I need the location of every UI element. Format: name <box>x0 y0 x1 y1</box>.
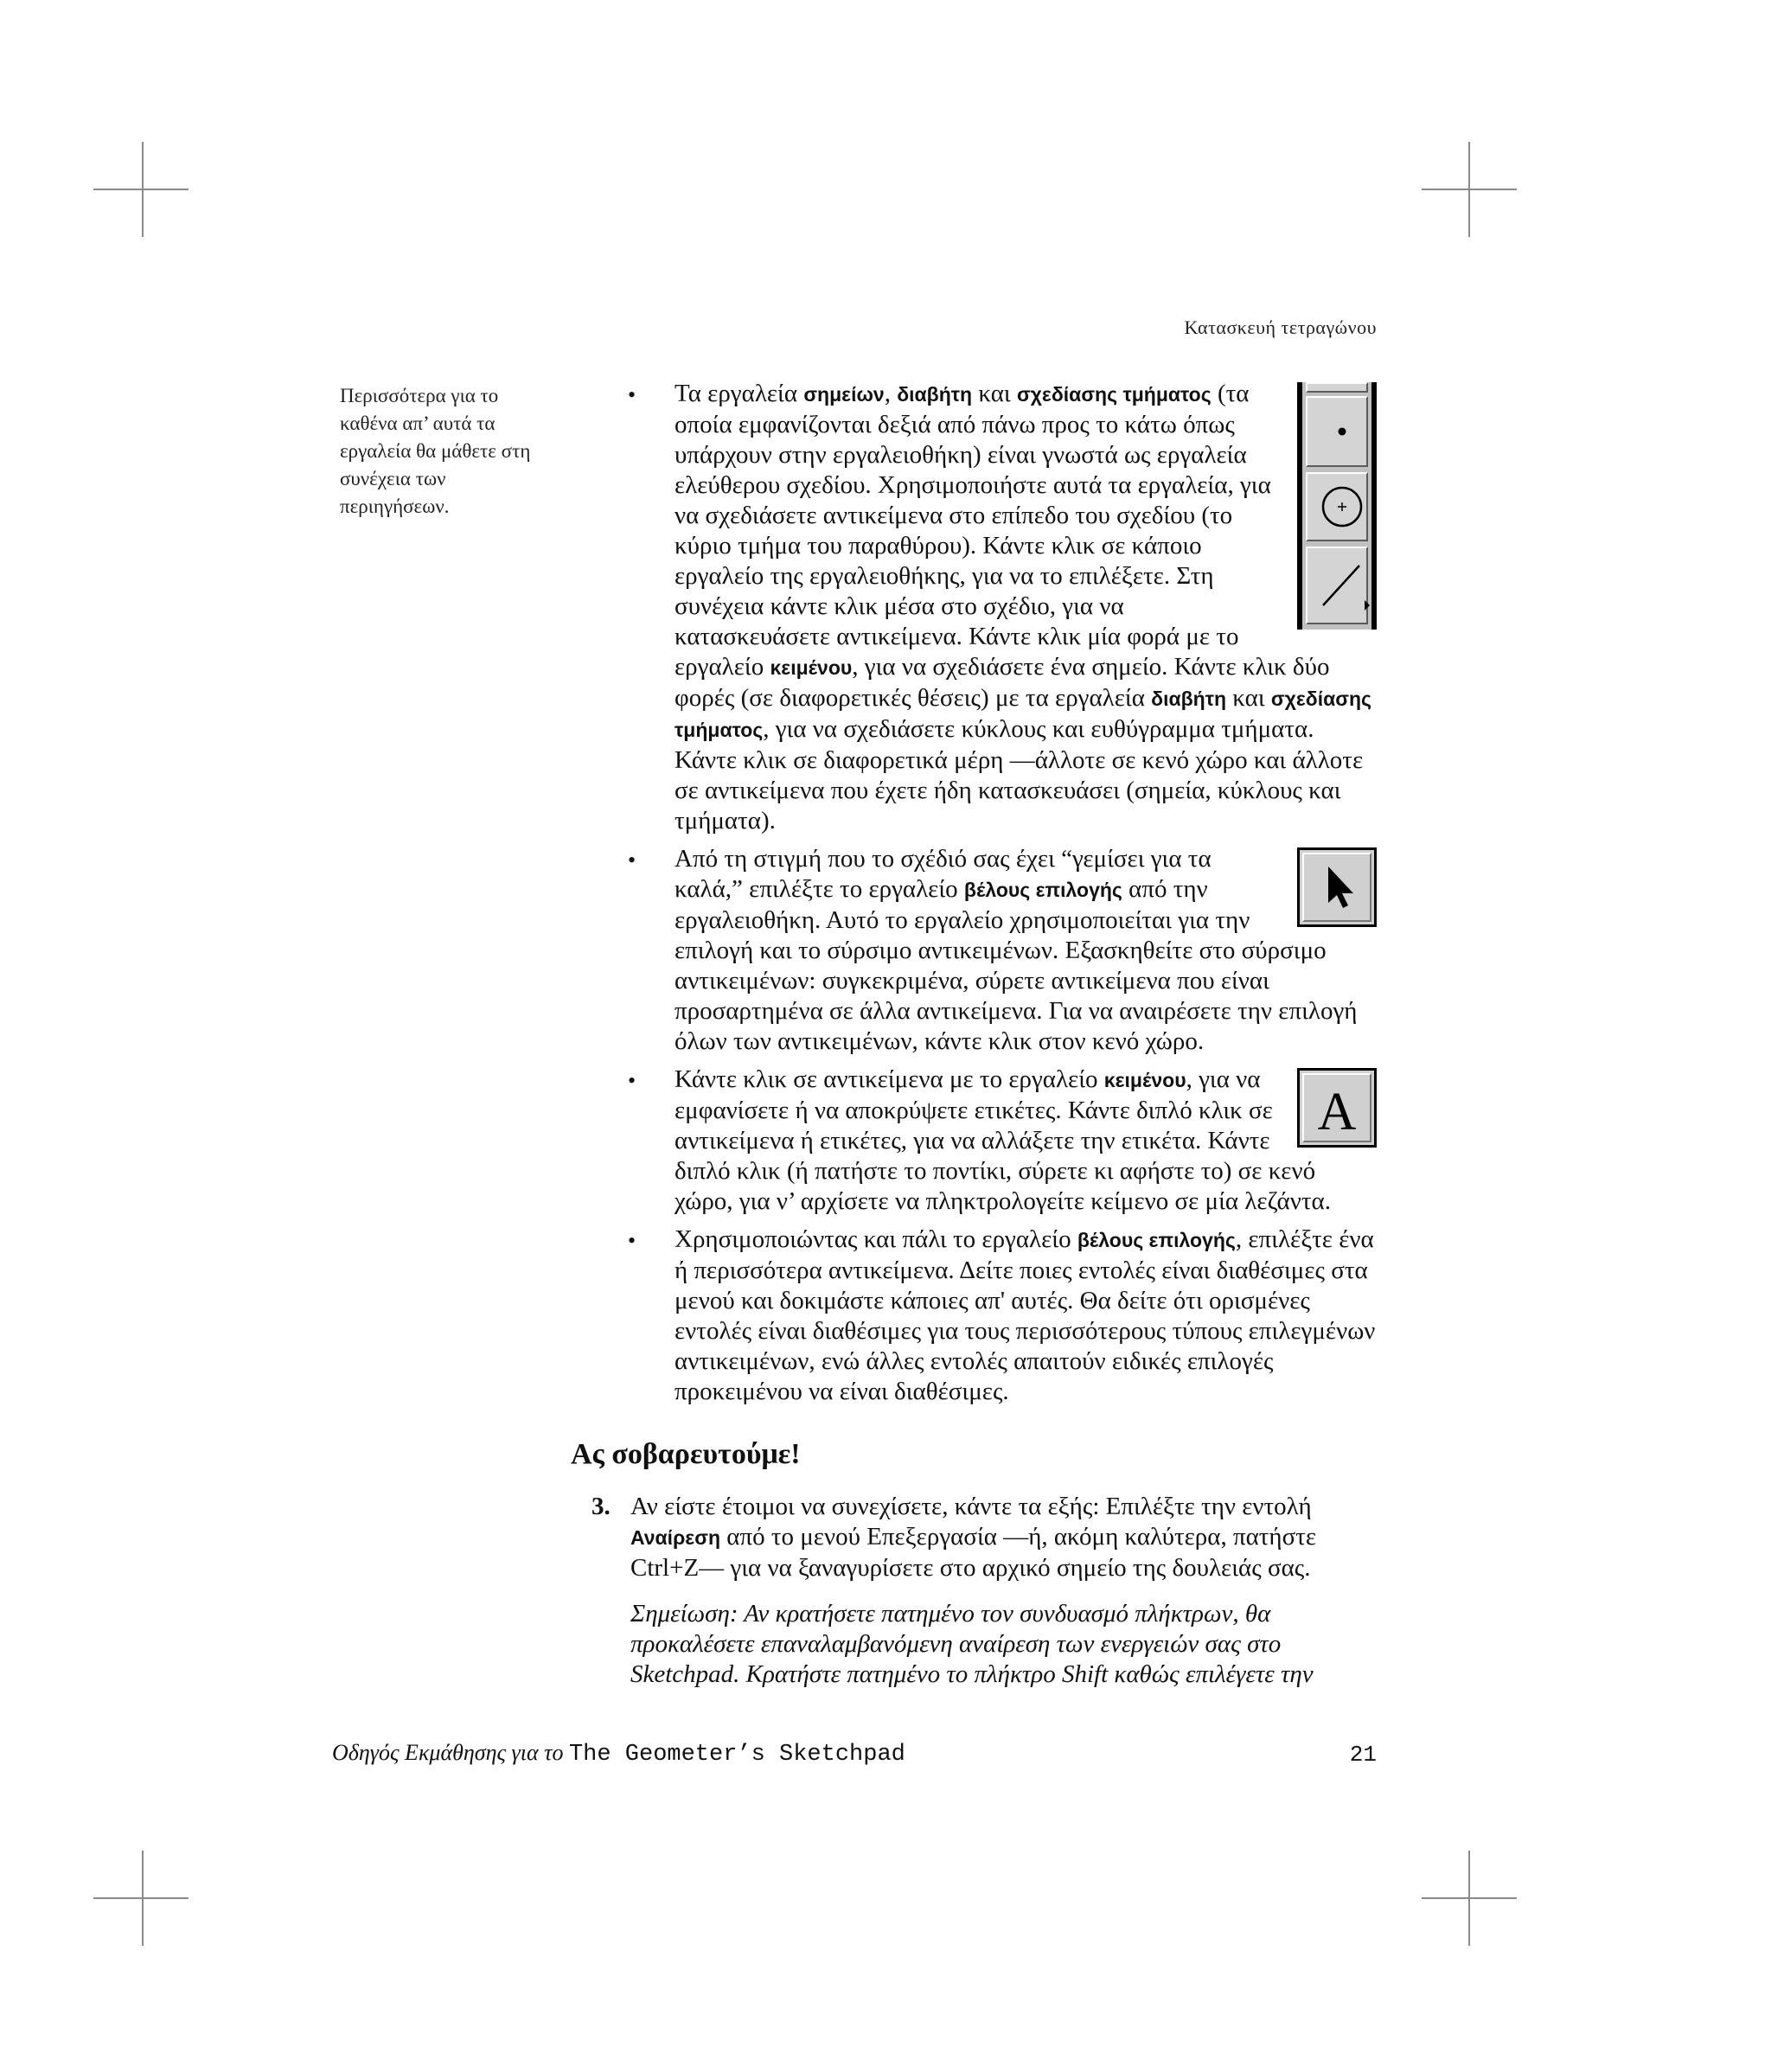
crop-mark <box>93 189 189 190</box>
numbered-step <box>571 1492 1377 1583</box>
bullet-text: , <box>884 380 898 407</box>
compass-circle-icon <box>1307 474 1377 540</box>
tool-name: διαβήτη <box>897 383 973 406</box>
bullet-item <box>571 379 1377 836</box>
bullet-dot: • <box>628 382 636 407</box>
bullet-dot: • <box>628 1068 636 1093</box>
tool-name: διαβήτη <box>1151 687 1227 710</box>
crop-mark <box>142 142 144 237</box>
crop-mark <box>142 1851 144 1946</box>
tool-name: βέλους επιλογής <box>1077 1229 1236 1251</box>
toolbox-freehand-tools-image <box>1297 382 1377 630</box>
bullet-dot: • <box>628 1228 636 1253</box>
bullet-item <box>571 1065 1377 1217</box>
bullet-text: Από τη στιγμή που το σχέδιό σας έχει “γεμίσει για τα καλά,” επιλέξτε το εργαλείο <box>675 845 1212 903</box>
step-text: από το μενού Επεξεργασία —ή, ακόμη καλύτερα, πατήστε Ctrl+Z— για να ξαναγυρίσετε στο αρχικό σημείο της δουλειάς σας. <box>630 1523 1317 1582</box>
point-icon <box>1307 398 1377 465</box>
segment-tool-button <box>1306 547 1368 624</box>
bullet-text: Χρησιμοποιώντας και πάλι το εργαλείο <box>675 1225 1077 1253</box>
bullet-item <box>571 844 1377 1057</box>
tool-button-bevel <box>1302 853 1371 922</box>
tool-button-bevel <box>1302 1073 1371 1142</box>
tool-name: κειμένου <box>1103 1069 1186 1091</box>
toolbox-edge <box>1306 382 1368 393</box>
bullet-text: , για να σχεδιάσετε ένα σημείο. Κάντε κλικ δύο φορές (σε διαφορετικές θέσεις) με τα εργαλεία <box>675 653 1330 712</box>
point-tool-button <box>1306 396 1368 467</box>
text-tool-letter-icon: A <box>1317 1083 1357 1142</box>
step-number: 3. <box>591 1493 611 1520</box>
running-header: Κατασκευή τετραγώνου <box>1184 317 1377 338</box>
tool-name: σχεδίασης τμήματος <box>1016 383 1212 406</box>
bullet-text: και <box>1226 684 1271 712</box>
crop-mark <box>93 1897 189 1899</box>
compass-tool-button <box>1306 472 1368 541</box>
page-number: 21 <box>1349 1742 1377 1768</box>
bullet-text: Τα εργαλεία <box>675 380 804 407</box>
segment-line-icon <box>1307 548 1377 623</box>
tool-name: κειμένου <box>770 656 853 679</box>
bullet-text: Κάντε κλικ σε αντικείμενα με το εργαλείο <box>675 1065 1104 1093</box>
note-paragraph: Σημείωση: Αν κρατήσετε πατημένο τον συνδυασμό πλήκτρων, θα προκαλέσετε επαναλαμβανόμενη αναίρεση των ενεργειών σας στο Sketchpad. Κρατήστε πατημένο το πλήκτρο Shift καθώς επιλέγετε την <box>630 1600 1314 1688</box>
selection-arrow-icon <box>1304 854 1375 925</box>
selection-arrow-tool-image <box>1297 847 1377 927</box>
command-name: Αναίρεση <box>630 1526 721 1549</box>
tool-name: σημείων <box>803 383 885 406</box>
step-text: Αν είστε έτοιμοι να συνεχίσετε, κάντε τα εξής: Επιλέξτε την εντολή <box>630 1493 1312 1520</box>
crop-mark <box>1468 1851 1470 1946</box>
text-tool-image <box>1297 1068 1377 1148</box>
bullet-text: , επιλέξτε ένα ή περισσότερα αντικείμενα. Δείτε ποιες εντολές είναι διαθέσιμες στα μενού και δοκιμάστε κάποιες απ' αυτές. Θα δείτε ότι ορισμένες εντολές είναι διαθέσιμες για τους περισσότερους τύπους επιλεγμένων αντικειμένων, ενώ άλλες εντολές απαιτούν ειδικές επιλογές προκειμένου να είναι διαθέσιμες. <box>675 1225 1376 1405</box>
margin-note: Περισσότερα για το καθένα απ’ αυτά τα εργαλεία θα μάθετε στη συνέχεια των περιηγήσεων. <box>340 385 531 517</box>
main-content <box>571 379 1377 1690</box>
bullet-text: , για να εμφανίσετε ή να αποκρύψετε ετικέτες. Κάντε διπλό κλικ σε αντικείμενα ή ετικέτες, για να αλλάξετε την ετικέτα. Κάντε διπλό κλικ (ή πατήστε το ποντίκι, σύρετε κι αφήστε το) σε κενό χώρο, για ν’ αρχίσετε να πληκτρολογείτε κείμενο σε μία λεζάντα. <box>675 1065 1331 1215</box>
footer-product-name: The Geometer’s Sketchpad <box>568 1742 905 1768</box>
crop-mark <box>1468 142 1470 237</box>
bullet-text: από την εργαλειοθήκη. Αυτό το εργαλείο χρησιμοποιείται για την επιλογή και το σύρσιμο αντικειμένων. Εξασκηθείτε στο σύρσιμο αντικειμένων: συγκεκριμένα, σύρετε αντικείμενα που είναι προσαρτημένα σε άλλα αντικείμενα. Για να αναιρέσετε την επιλογή όλων των αντικειμένων, κάντε κλικ στον κενό χώρο. <box>675 875 1358 1055</box>
bullet-list <box>571 379 1377 1407</box>
section-heading: Ας σοβαρευτούμε! <box>571 1438 801 1470</box>
footer-title <box>332 1740 905 1768</box>
tool-name: βέλους επιλογής <box>963 879 1122 901</box>
footer-guide-prefix: Οδηγός Εκμάθησης για το <box>332 1740 569 1765</box>
bullet-dot: • <box>628 847 636 873</box>
bullet-item <box>571 1225 1377 1407</box>
tool-name: σχεδίασης τμήματος <box>675 687 1372 741</box>
bullet-text: (τα οποία εμφανίζονται δεξιά από πάνω προς το κάτω όπως υπάρχουν στην εργαλειοθήκη) είναι γνωστά ως εργαλεία ελεύθερου σχεδίου. Χρησιμοποιήστε αυτά τα εργαλεία, για να σχεδιάσετε αντικείμενα στο επίπεδο του σχεδίου (το κύριο τμήμα του παραθύρου). Κάντε κλικ σε κάποιο εργαλείο της εργαλειοθήκης, για να το επιλέξετε. Στη συνέχεια κάντε κλικ μέσα στο σχέδιο, για να κατασκευάσετε αντικείμενα. Κάντε κλικ μία φορά με το εργαλείο <box>675 380 1271 681</box>
bullet-text: και <box>972 380 1017 407</box>
bullet-text: , για να σχεδιάσετε κύκλους και ευθύγραμμα τμήματα. Κάντε κλικ σε διαφορετικά μέρη —άλλοτε σε κενό χώρο και άλλοτε σε αντικείμενα που έχετε ήδη κατασκευάσει (σημεία, κύκλους και τμήματα). <box>675 715 1364 835</box>
